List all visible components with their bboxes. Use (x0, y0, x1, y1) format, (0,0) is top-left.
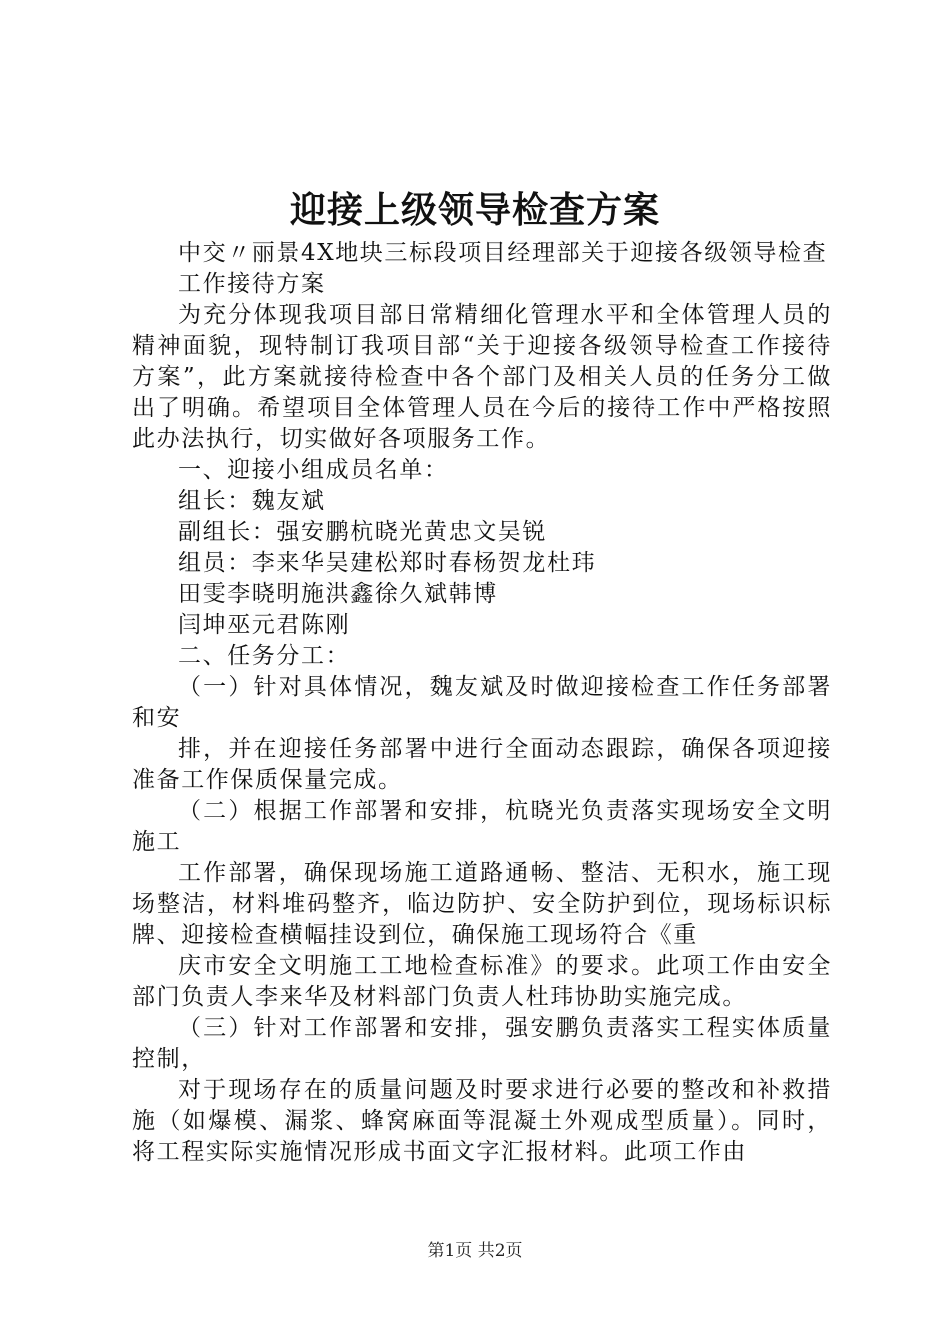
paragraph: 中交〃丽景4X地块三标段项目经理部关于迎接各级领导检查 (178, 240, 828, 266)
paragraph: （三）针对工作部署和安排，强安鹏负责落实工程实体质量控制， (132, 1015, 832, 1072)
section-heading: 二、任务分工： (178, 643, 351, 669)
page-number-footer: 第1页 共2页 (427, 1241, 523, 1261)
paragraph: （一）针对具体情况，魏友斌及时做迎接检查工作任务部署和安 (132, 674, 832, 731)
document-title: 迎接上级领导检查方案 (289, 189, 660, 231)
paragraph: （二）根据工作部署和安排，杭晓光负责落实现场安全文明施工 (132, 798, 832, 855)
paragraph: 庆市安全文明施工工地检查标准》的要求。此项工作由安全部门负责人李来华及材料部门负责人杜玮协助实施完成。 (132, 953, 832, 1010)
paragraph: 组长：魏友斌 (178, 488, 326, 514)
paragraph: 为充分体现我项目部日常精细化管理水平和全体管理人员的精神面貌，现特制订我项目部“关于迎接各级领导检查工作接待方案”，此方案就接待检查中各个部门及相关人员的任务分工做出了明确。希望项目全体管理人员在今后的接待工作中严格按照此办法执行，切实做好各项服务工作。 (132, 302, 832, 452)
paragraph: 副组长：强安鹏杭晓光黄忠文吴锐 (178, 519, 547, 545)
paragraph: 工作部署，确保现场施工道路通畅、整洁、无积水，施工现场整洁，材料堆码整齐，临边防护、安全防护到位，现场标识标牌、迎接检查横幅挂设到位，确保施工现场符合《重 (132, 860, 832, 948)
section-heading: 一、迎接小组成员名单： (178, 457, 449, 483)
paragraph: 对于现场存在的质量问题及时要求进行必要的整改和补救措施（如爆模、漏浆、蜂窝麻面等混凝土外观成型质量）。同时，将工程实际实施情况形成书面文字汇报材料。此项工作由 (132, 1077, 832, 1165)
document-body (132, 238, 832, 1168)
paragraph: 闫坤巫元君陈刚 (178, 612, 351, 638)
paragraph: 排，并在迎接任务部署中进行全面动态跟踪，确保各项迎接准备工作保质保量完成。 (132, 736, 832, 793)
paragraph: 组员：李来华吴建松郑时春杨贺龙杜玮 (178, 550, 597, 576)
paragraph: 工作接待方案 (178, 271, 326, 297)
paragraph: 田雯李晓明施洪鑫徐久斌韩博 (178, 581, 498, 607)
